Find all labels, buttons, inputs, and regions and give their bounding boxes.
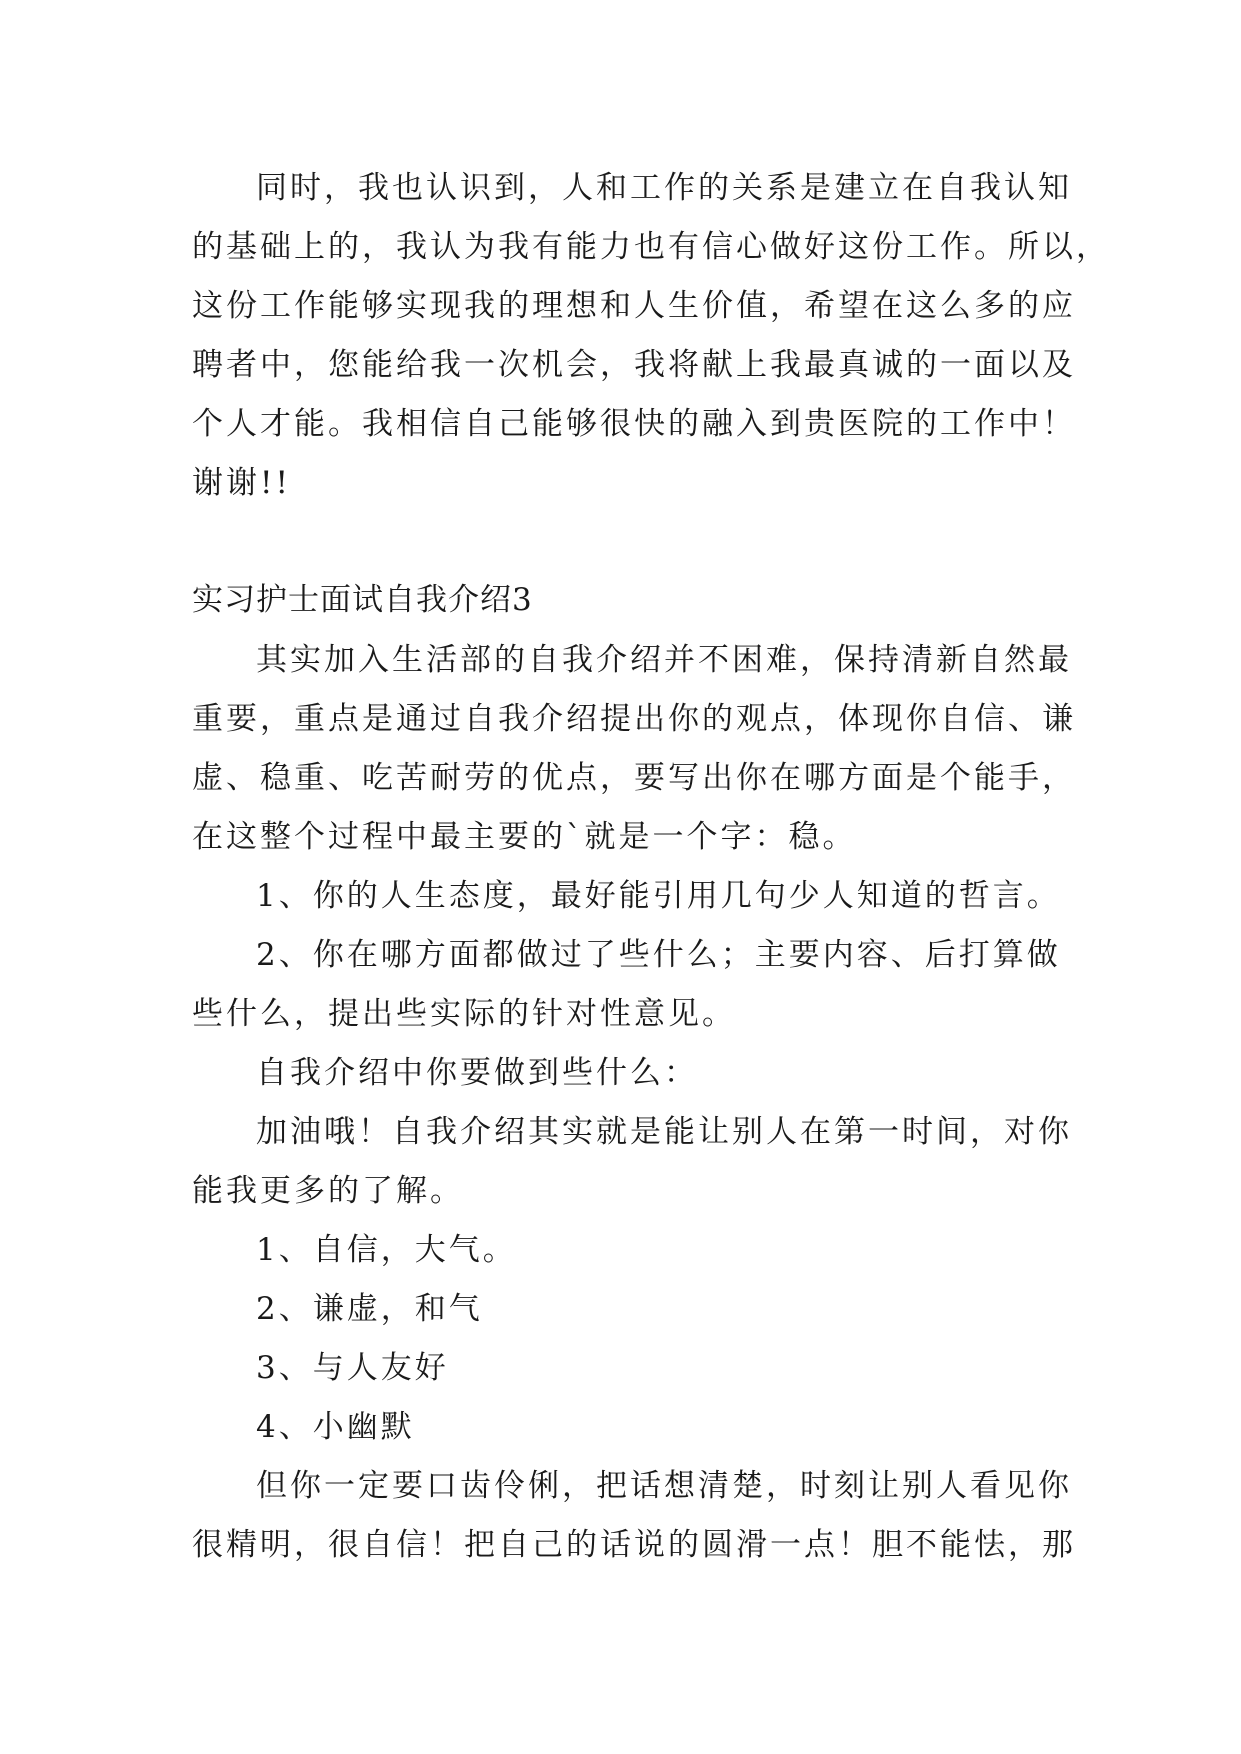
paragraph-3-line-2: 能我更多的了解。 bbox=[192, 1173, 464, 1209]
paragraph-2-line-4: 在这整个过程中最主要的`就是一个字：稳。 bbox=[192, 819, 857, 855]
paragraph-1-line-1: 同时，我也认识到，人和工作的关系是建立在自我认知 bbox=[256, 170, 1072, 206]
item-1: 1、你的人生态度，最好能引用几句少人知道的哲言。 bbox=[256, 878, 1061, 914]
paragraph-1-line-3: 这份工作能够实现我的理想和人生价值，希望在这么多的应 bbox=[192, 288, 1076, 324]
paragraph-1-line-4: 聘者中，您能给我一次机会，我将献上我最真诚的一面以及 bbox=[192, 347, 1076, 383]
paragraph-3-line-1: 加油哦！自我介绍其实就是能让别人在第一时间，对你 bbox=[256, 1114, 1072, 1150]
paragraph-2-line-2: 重要，重点是通过自我介绍提出你的观点，体现你自信、谦 bbox=[192, 701, 1076, 737]
section-title: 实习护士面试自我介绍3 bbox=[192, 582, 533, 618]
item-2-line-2: 些什么，提出些实际的针对性意见。 bbox=[192, 996, 736, 1032]
paragraph-2-line-3: 虚、稳重、吃苦耐劳的优点，要写出你在哪方面是个能手， bbox=[192, 760, 1076, 796]
paragraph-1-line-2: 的基础上的，我认为我有能力也有信心做好这份工作。所以， bbox=[192, 229, 1110, 265]
paragraph-2-line-1: 其实加入生活部的自我介绍并不困难，保持清新自然最 bbox=[256, 642, 1072, 678]
list-item: 4、小幽默 bbox=[256, 1409, 415, 1445]
paragraph-4-line-2: 很精明，很自信！把自己的话说的圆滑一点！胆不能怯，那 bbox=[192, 1527, 1076, 1563]
list-item: 3、与人友好 bbox=[256, 1350, 449, 1386]
paragraph-1-line-6: 谢谢!! bbox=[192, 465, 291, 501]
paragraph-4-line-1: 但你一定要口齿伶俐，把话想清楚，时刻让别人看见你 bbox=[256, 1468, 1072, 1504]
item-2-line-1: 2、你在哪方面都做过了些什么；主要内容、后打算做 bbox=[256, 937, 1061, 973]
subheading: 自我介绍中你要做到些什么： bbox=[256, 1055, 698, 1091]
list-item: 1、自信，大气。 bbox=[256, 1232, 517, 1268]
paragraph-1-line-5: 个人才能。我相信自己能够很快的融入到贵医院的工作中！ bbox=[192, 406, 1076, 442]
list-item: 2、谦虚，和气 bbox=[256, 1291, 483, 1327]
